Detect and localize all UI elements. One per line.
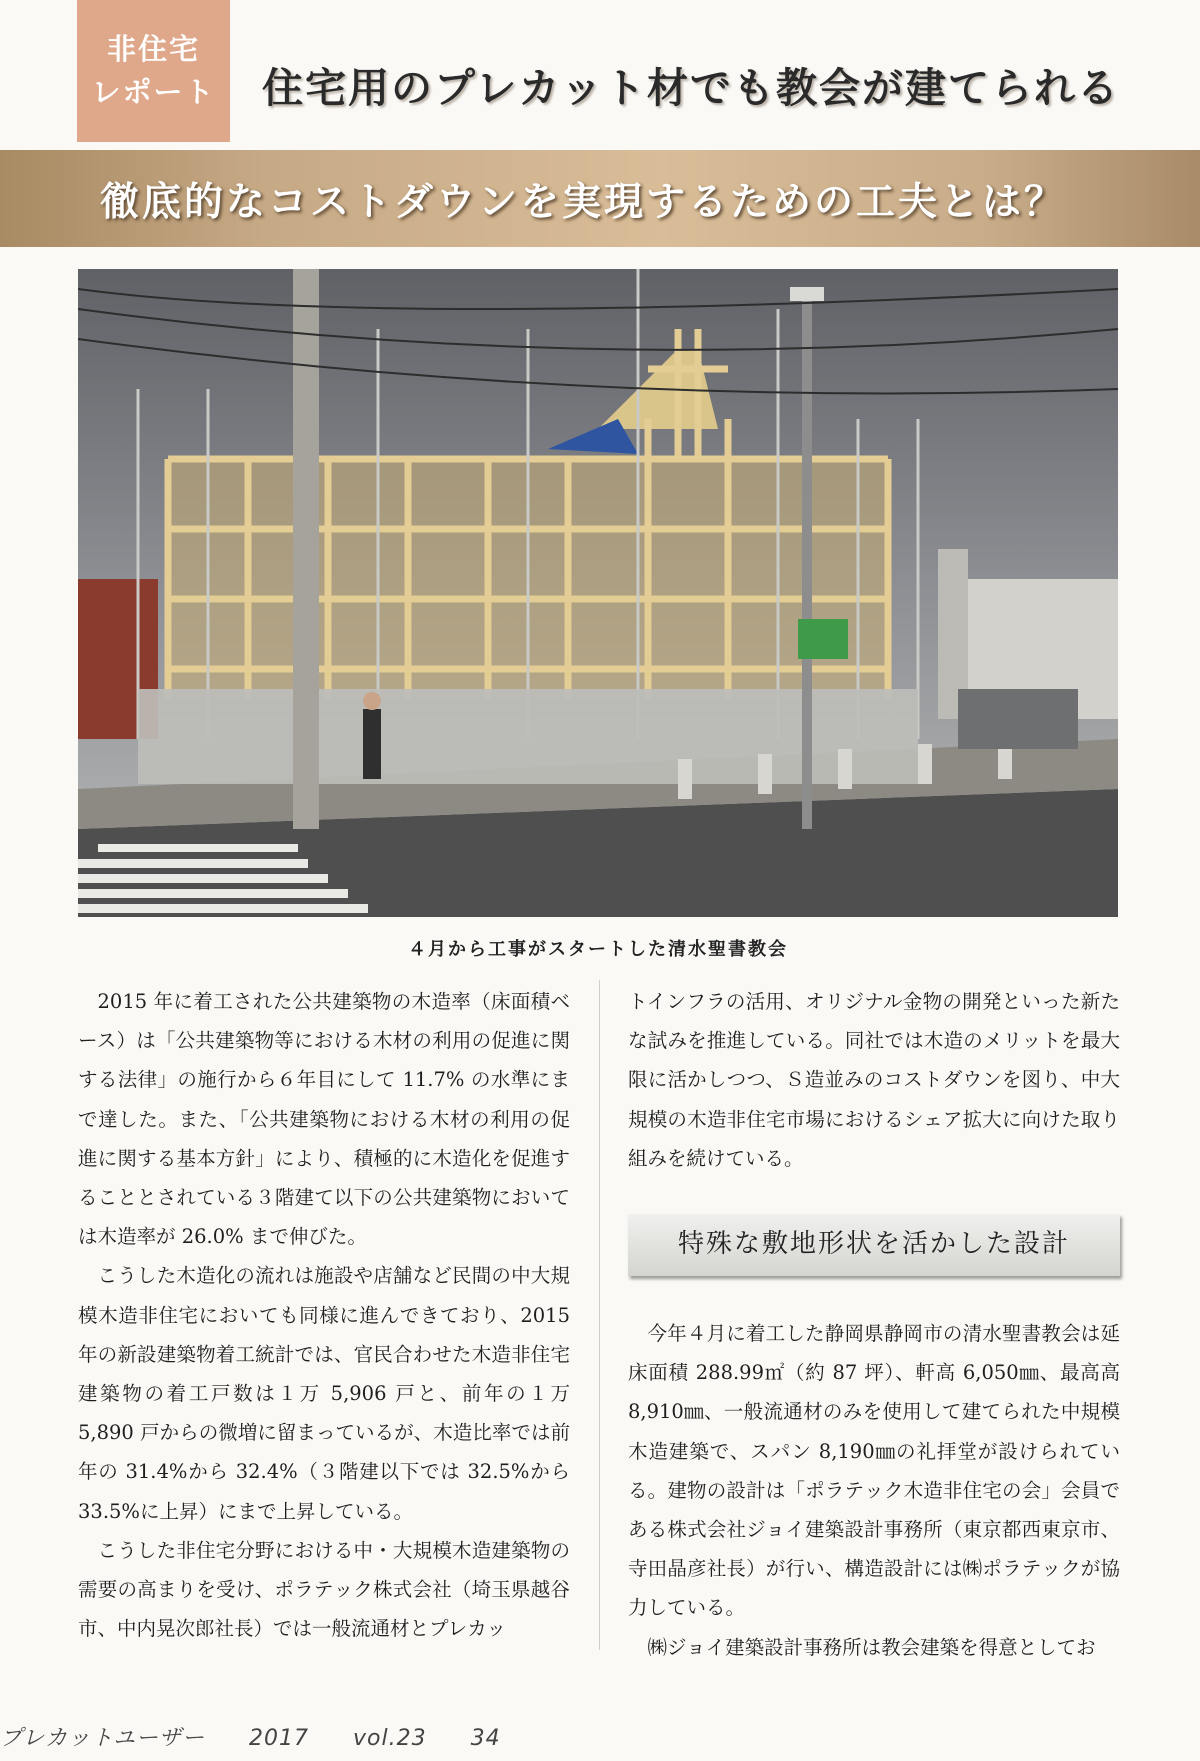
article-right-column [628,982,1120,1667]
section-tag-line2: レポート [91,75,216,109]
section-tag [77,0,230,142]
page-footer [0,1721,537,1752]
article-paragraph: こうした非住宅分野における中・大規模木造建築物の需要の高まりを受け、ポラテック株式会社（埼玉県越谷市、中内晃次郎社長）では一般流通材とプレカッ [78,1538,570,1641]
photo-caption: ４月から工事がスタートした清水聖書教会 [408,939,788,960]
page-headline: 住宅用のプレカット材でも教会が建てられる [262,64,1120,112]
page-number: 34 [470,1726,501,1751]
issue-volume: vol.23 [353,1726,427,1751]
column-divider [599,980,600,1650]
article-paragraph: ㈱ジョイ建築設計事務所は教会建築を得意としてお [647,1635,1096,1659]
magazine-name: プレカットユーザー [0,1726,206,1751]
construction-photo [78,269,1118,917]
issue-year: 2017 [249,1726,310,1751]
article-paragraph: 2015 年に着工された公共建築物の木造率（床面積ベース）は「公共建築物等における木材の利用の促進に関する法律」の施行から６年目にして 11.7% の水準にまで達した。また、「公共建築物における木材の利用の促進に関する基本方針」により、積極的に木造化を促進することとされている３階建て以下の公共建築物においては木造率が 26.0% まで伸びた。 [78,990,570,1249]
article-paragraph: こうした木造化の流れは施設や店舗など民間の中大規模木造非住宅においても同様に進んできており、2015 年の新設建築物着工統計では、官民合わせた木造非住宅建築物の着工戸数は１万 5,906 戸と、前年の１万 5,890 戸からの微増に留まっているが、木造比率では前年の 31.4%から 32.4%（３階建以下では 32.5%から 33.5%に上昇）にまで上昇している。 [78,1264,570,1523]
article-paragraph-continued: トインフラの活用、オリジナル金物の開発といった新たな試みを推進している。同社では木造のメリットを最大限に活かしつつ、Ｓ造並みのコストダウンを図り、中大規模の木造非住宅市場におけるシェア拡大に向けた取り組みを続けている。 [628,990,1120,1170]
article-left-column [78,982,570,1648]
subtitle-banner [0,150,1200,247]
subheading-text: 特殊な敷地形状を活かした設計 [677,1229,1070,1260]
article-paragraph: 今年４月に着工した静岡県静岡市の清水聖書教会は延床面積 288.99㎡（約 87 坪）、軒高 6,050㎜、最高高 8,910㎜、一般流通材のみを使用して建てられた中規模木造建築で、スパン 8,190㎜の礼拝堂が設けられている。建物の設計は「ポラテック木造非住宅の会」会員である株式会社ジョイ建築設計事務所（東京都西東京市、寺田晶彦社長）が行い、構造設計には㈱ポラテックが協力している。 [628,1322,1120,1620]
section-subheading [628,1214,1120,1276]
subtitle-text: 徹底的なコストダウンを実現するための工夫とは？ [100,179,1067,225]
section-tag-line1: 非住宅 [106,32,200,66]
